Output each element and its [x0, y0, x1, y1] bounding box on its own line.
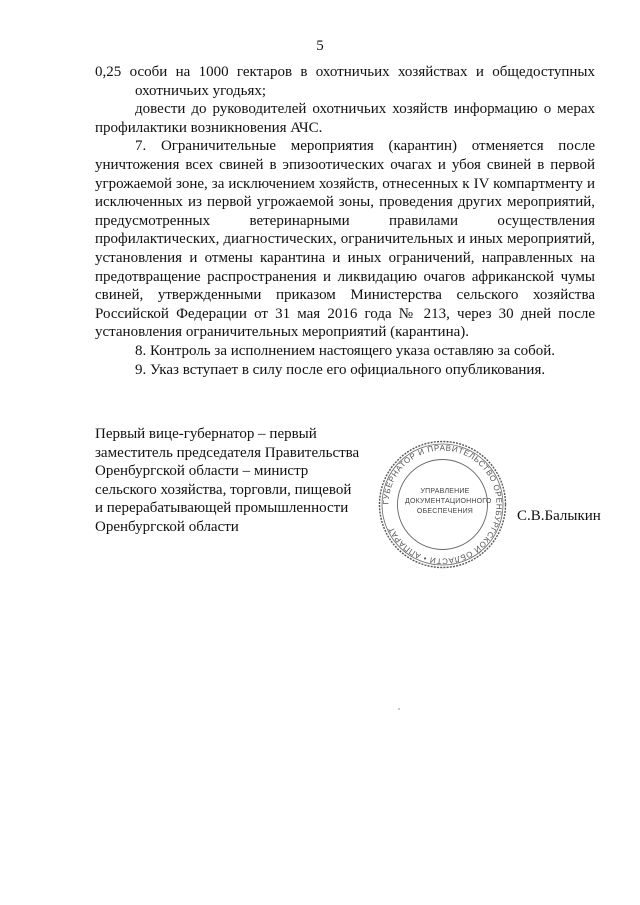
- seal-center-line: ДОКУМЕНТАЦИОННОГО: [405, 498, 492, 505]
- paragraph-inform-hunters: [95, 100, 595, 137]
- signature-title-block: [95, 425, 375, 536]
- paragraph-item-7: [95, 137, 595, 342]
- signature-title-line: сельского хозяйства, торговли, пищевой: [95, 481, 352, 498]
- paragraph-hunting-density: [95, 63, 595, 100]
- signature-title-line: Первый вице-губернатор – первый: [95, 426, 317, 442]
- paragraph-text: 8. Контроль за исполнением настоящего указа оставляю за собой.: [135, 342, 556, 359]
- seal-ring-text: ГУБЕРНАТОР И ПРАВИТЕЛЬСТВО ОРЕНБУРГСКОЙ ОБЛАСТИ • АППАРАТ: [381, 443, 504, 566]
- seal-center-line: УПРАВЛЕНИЕ: [420, 488, 470, 495]
- scan-artifact-dot: [398, 708, 400, 710]
- paragraph-text: 0,25 особи на 1000 гектаров в охотничьих хозяйствах и общедоступных охотничьих угодьях;: [95, 64, 595, 99]
- signature-title-line: заместитель председателя Правительства: [95, 444, 360, 461]
- signature-title-line: и перерабатывающей промышленности: [95, 500, 349, 516]
- paragraph-text: 9. Указ вступает в силу после его официального опубликования.: [135, 361, 546, 378]
- paragraph-text: 7. Ограничительные мероприятия (карантин) отменяется после уничтожения всех свиней в эпизоотических очагах и убоя свиней в первой угрожаемой зоне, за исключением хозяйств, отнесенных к IV компартменту и исключенных из первой угрожаемой зоны, проведения других мероприятий, предусмотренных ветеринарными правилами осуществления профилактических, диагностических, ограничительных и иных мероприятий, установления и отмены карантина и иных ограничений, направленных на предотвращение распространения и ликвидацию очагов африканской чумы свиней, утвержденными приказом Министерства сельского хозяйства Российской Федерации от 31 мая 2016 года № 213, через 30 дней после установления ограничительных мероприятий (карантина).: [95, 138, 595, 341]
- seal-center-text: [405, 487, 492, 517]
- document-body: [95, 63, 595, 379]
- page-number: 5: [316, 38, 324, 54]
- seal-center-line: ОБЕСПЕЧЕНИЯ: [416, 508, 474, 515]
- paragraph-text: довести до руководителей охотничьих хозяйств информацию о мерах профилактики возникновения АЧС.: [95, 101, 595, 136]
- paragraph-item-8: [95, 342, 595, 361]
- signer-name: С.В.Балыкин: [517, 508, 601, 524]
- signature-title-line: Оренбургской области: [95, 518, 239, 535]
- signature-title-line: Оренбургской области – министр: [95, 463, 309, 479]
- paragraph-item-9: [95, 361, 595, 380]
